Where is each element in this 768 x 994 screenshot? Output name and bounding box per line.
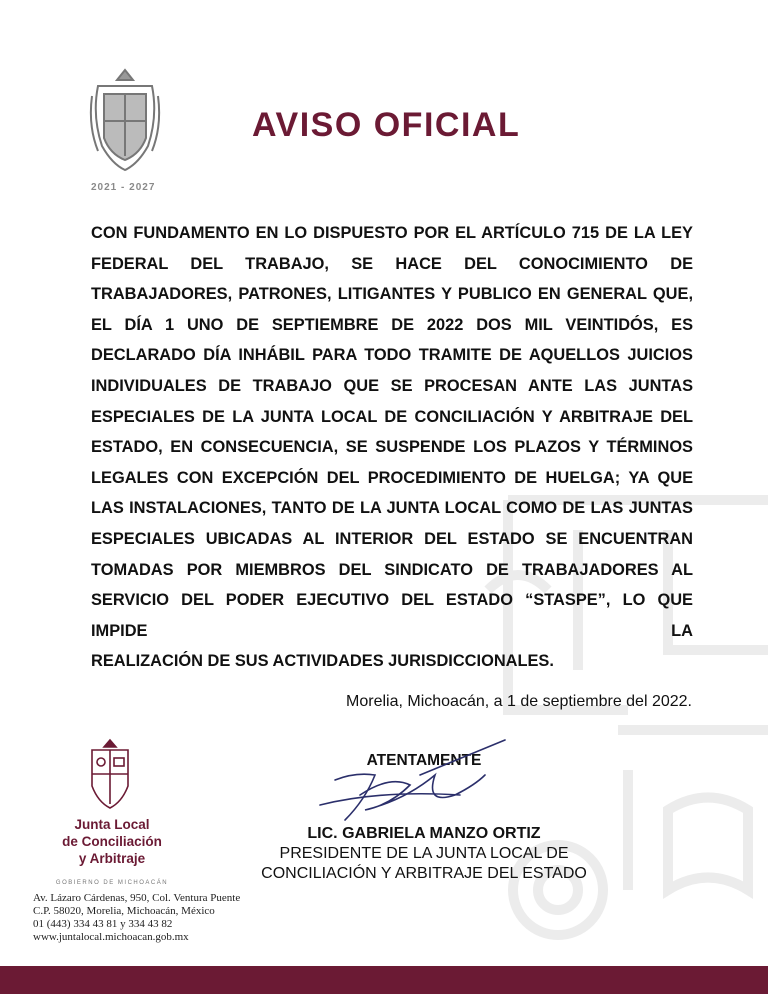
- signer-block: [240, 824, 608, 884]
- signer-name: LIC. GABRIELA MANZO ORTIZ: [307, 825, 541, 842]
- signer-role-line1: PRESIDENTE DE LA JUNTA LOCAL DE: [279, 845, 569, 862]
- address-website: www.juntalocal.michoacan.gob.mx: [33, 931, 189, 943]
- address-line1: Av. Lázaro Cárdenas, 950, Col. Ventura Puente: [33, 892, 241, 904]
- footer-bar: [0, 966, 768, 994]
- institution-crest-logo: [86, 738, 134, 810]
- institution-name-line2: de Conciliación: [62, 834, 162, 849]
- government-label: GOBIERNO DE MICHOACÁN: [55, 880, 169, 886]
- institution-name: [52, 816, 172, 892]
- institution-name-line1: Junta Local: [74, 817, 150, 832]
- address-line2: C.P. 58020, Morelia, Michoacán, México: [33, 905, 215, 917]
- signer-role-line2: CONCILIACIÓN Y ARBITRAJE DEL ESTADO: [261, 865, 587, 882]
- handwritten-signature: [300, 735, 520, 835]
- state-crest-logo: [88, 66, 162, 176]
- institution-name-line3: y Arbitraje: [78, 851, 146, 866]
- page-title: AVISO OFICIAL: [252, 106, 521, 144]
- notice-body-last-line: REALIZACIÓN DE SUS ACTIVIDADES JURISDICCIONALES.: [91, 652, 554, 671]
- address-phone: 01 (443) 334 43 81 y 334 43 82: [33, 918, 173, 930]
- notice-body: [91, 218, 693, 677]
- place-date: Morelia, Michoacán, a 1 de septiembre del 2022.: [346, 693, 692, 710]
- notice-body-text: CON FUNDAMENTO EN LO DISPUESTO POR EL ARTÍCULO 715 DE LA LEY FEDERAL DEL TRABAJO, SE HACE DEL CONOCIMIENTO DE TRABAJADORES, PATRONES, LITIGANTES Y PUBLICO EN GENERAL QUE, EL DÍA 1 UNO DE SEPTIEMBRE DE 2022 DOS MIL VEINTIDÓS, ES DECLARADO DÍA INHÁBIL PARA TODO TRAMITE DE AQUELLOS JUICIOS INDIVIDUALES DE TRABAJO QUE SE PROCESAN ANTE LAS JUNTAS ESPECIALES DE LA JUNTA LOCAL DE CONCILIACIÓN Y ARBITRAJE DEL ESTADO, EN CONSECUENCIA, SE SUSPENDE LOS PLAZOS Y TÉRMINOS LEGALES CON EXCEPCIÓN DEL PROCEDIMIENTO DE HUELGA; YA QUE LAS INSTALACIONES, TANTO DE LA JUNTA LOCAL COMO DE LAS JUNTAS ESPECIALES UBICADAS AL INTERIOR DEL ESTADO SE ENCUENTRAN TOMADAS POR MIEMBROS DEL SINDICATO DE TRABAJADORES AL SERVICIO DEL PODER EJECUTIVO DEL ESTADO “STASPE”, LO QUE IMPIDE LA: [91, 224, 693, 640]
- administration-period: 2021 - 2027: [91, 182, 156, 193]
- address-block: [33, 892, 240, 944]
- closing-text: ATENTAMENTE: [366, 752, 482, 769]
